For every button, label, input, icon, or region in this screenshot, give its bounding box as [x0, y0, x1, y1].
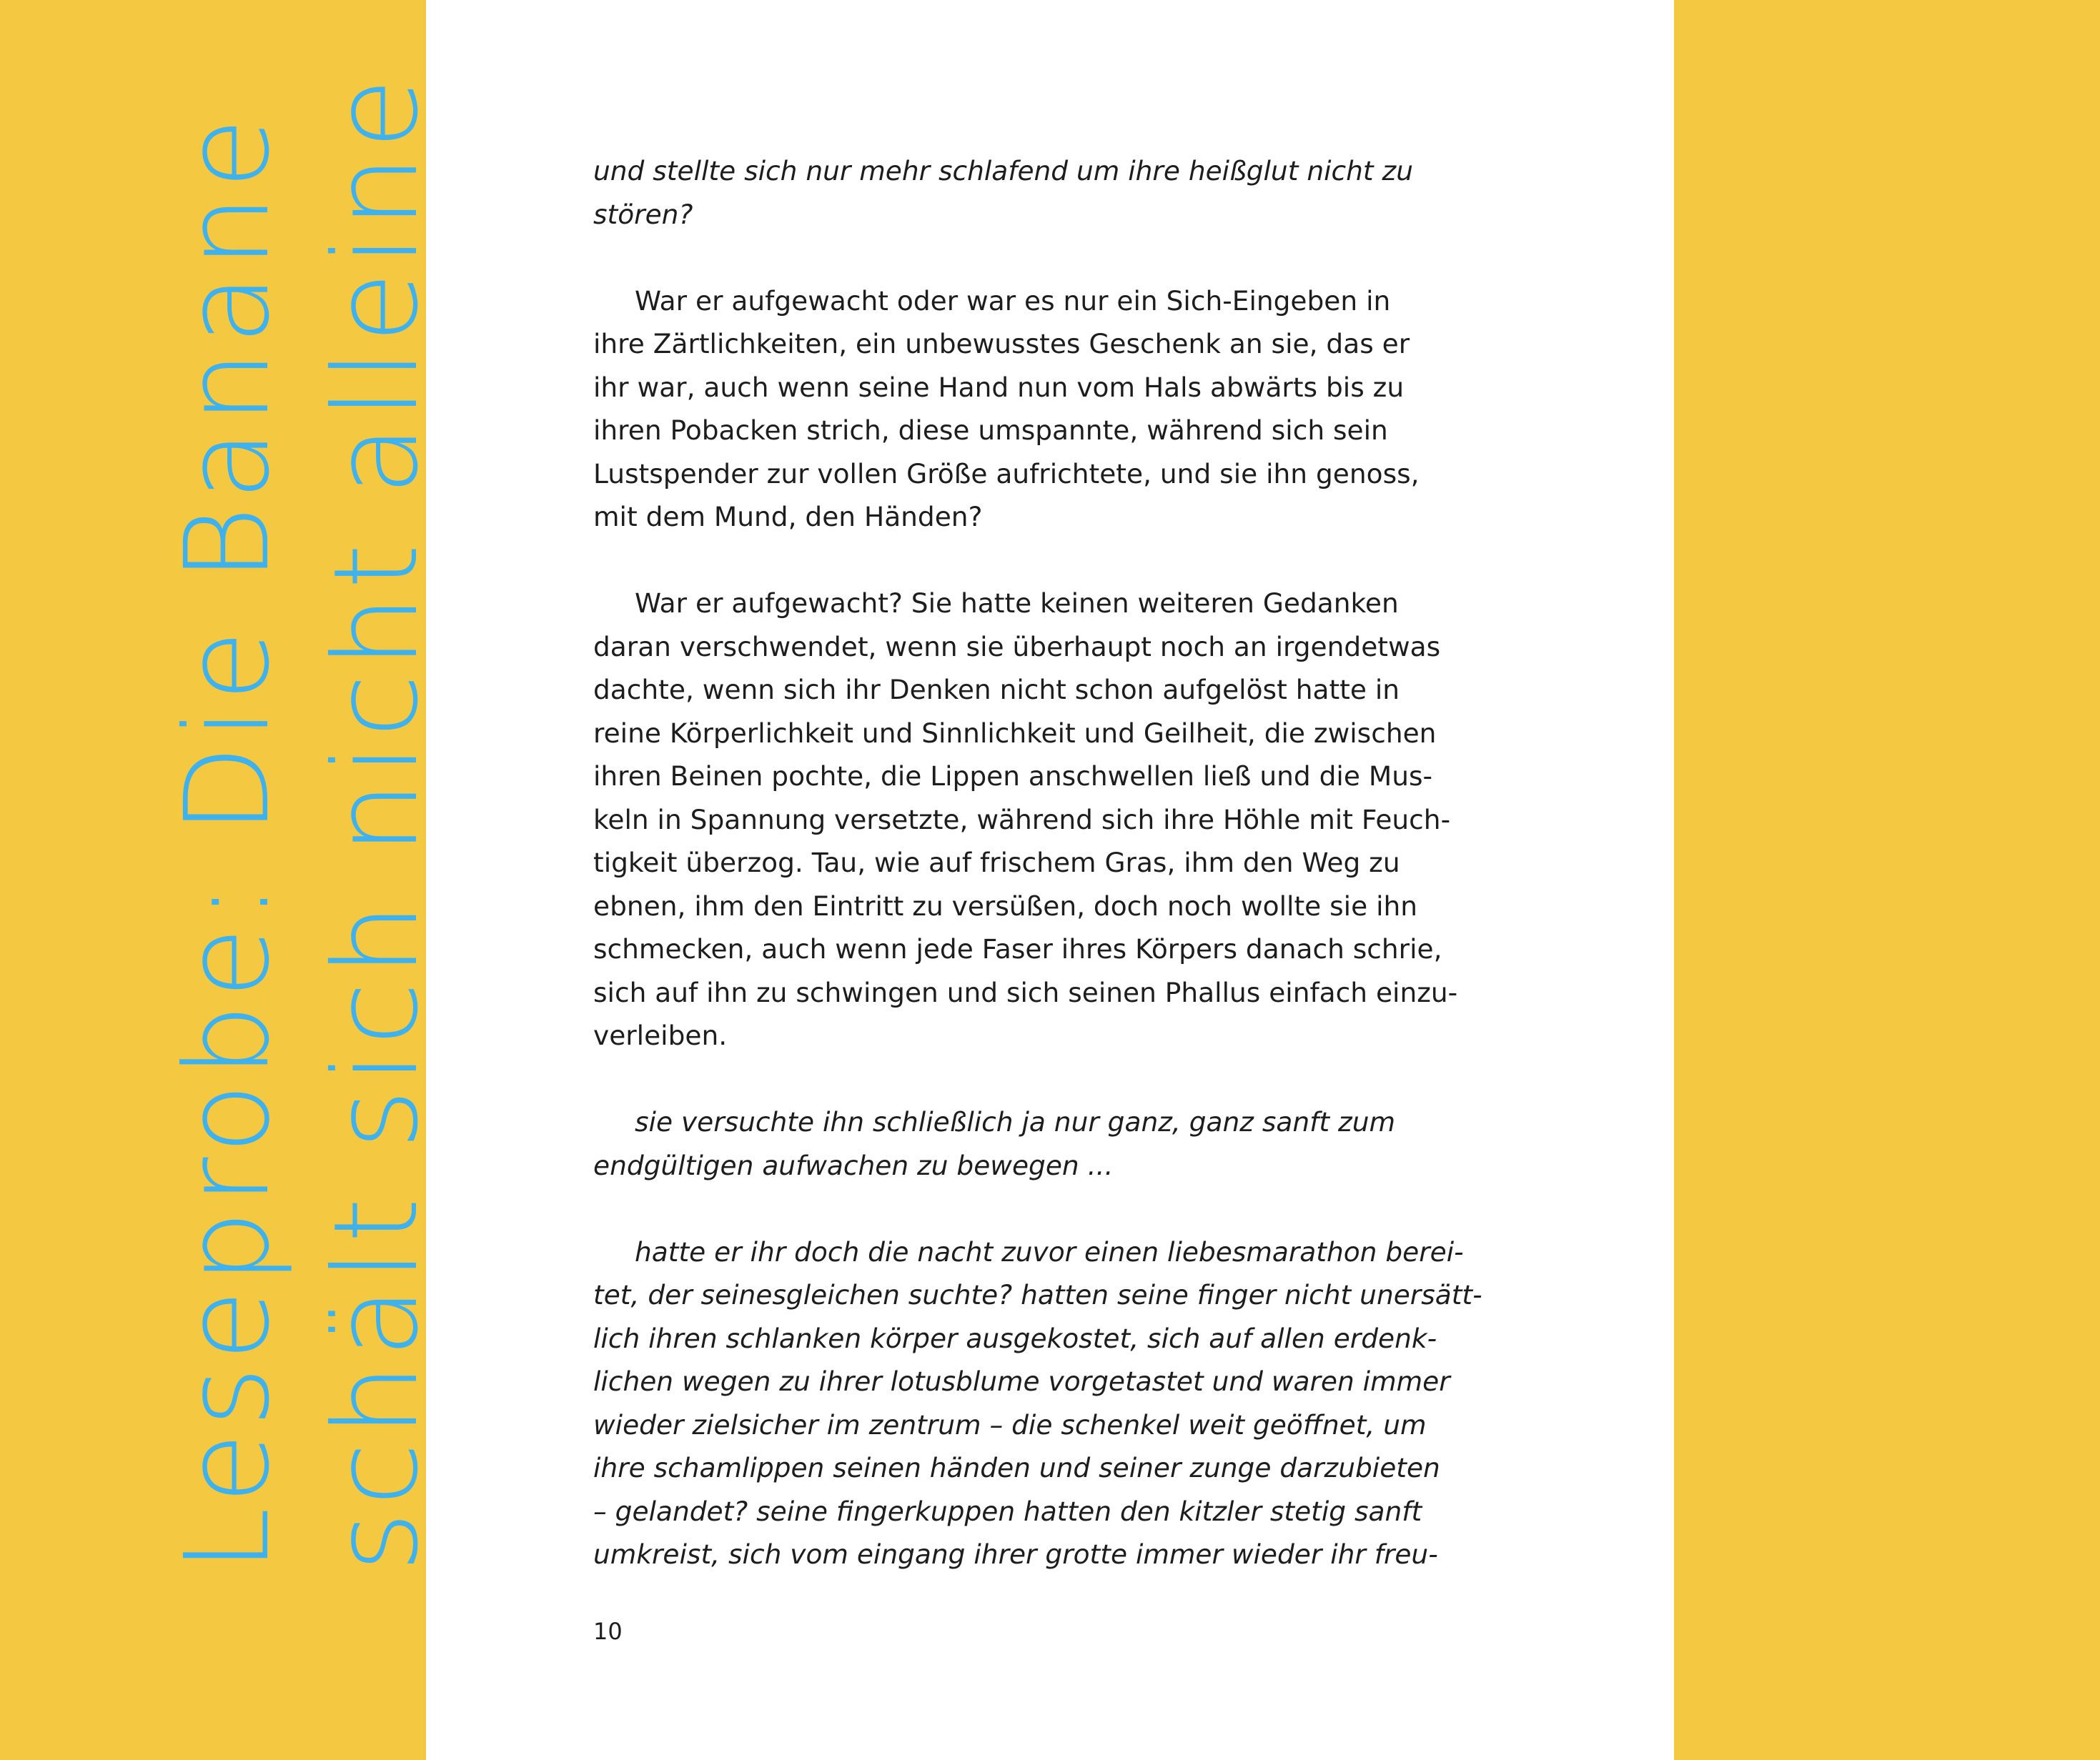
text-line: tet, der seinesgleichen suchte? hatten seine finger nicht unersätt-: [593, 1279, 1482, 1311]
text-line: ihre schamlippen seinen händen und seiner zunge darzubieten: [593, 1452, 1440, 1483]
text-line: ihren Beinen pochte, die Lippen anschwellen ließ und die Mus-: [593, 760, 1433, 792]
text-line: sich auf ihn zu schwingen und sich seinen Phallus einfach einzu-: [593, 976, 1458, 1008]
text-line: – gelandet? seine fingerkuppen hatten den kitzler stetig sanft: [593, 1495, 1422, 1527]
text-line: reine Körperlichkeit und Sinnlichkeit und Geilheit, die zwischen: [593, 717, 1437, 749]
paragraph-3: [593, 582, 1480, 1058]
text-line: lichen wegen zu ihrer lotusblume vorgetastet und waren immer: [593, 1366, 1450, 1397]
paragraph-5: [593, 1230, 1480, 1576]
text-line: sie versuchte ihn schließlich ja nur ganz, ganz sanft zum: [635, 1106, 1395, 1138]
text-line: lich ihren schlanken körper ausgekostet, sich auf allen erdenk-: [593, 1322, 1437, 1354]
page-number: 10: [593, 1618, 623, 1645]
text-line: War er aufgewacht? Sie hatte keinen weiteren Gedanken: [635, 587, 1399, 619]
text-line: ihre Zärtlichkeiten, ein unbewusstes Geschenk an sie, das er: [593, 328, 1410, 359]
paragraph-2: [593, 279, 1480, 539]
text-line: ebnen, ihm den Eintritt zu versüßen, doch noch wollte sie ihn: [593, 890, 1418, 922]
text-line: stören?: [593, 198, 693, 230]
text-line: ihr war, auch wenn seine Hand nun vom Hals abwärts bis zu: [593, 371, 1405, 403]
text-line: schmecken, auch wenn jede Faser ihres Körpers danach schrie,: [593, 933, 1442, 965]
text-line: endgültigen aufwachen zu bewegen ...: [593, 1149, 1114, 1181]
title-line-2: schält sich nicht alleine: [309, 72, 444, 1572]
right-yellow-panel: [1674, 0, 2100, 1760]
text-line: umkreist, sich vom eingang ihrer grotte immer wieder ihr freu-: [593, 1538, 1438, 1570]
text-line: War er aufgewacht oder war es nur ein Sich-Eingeben in: [635, 284, 1391, 317]
text-line: daran verschwendet, wenn sie überhaupt noch an irgendetwas: [593, 630, 1441, 662]
text-line: wieder zielsicher im zentrum – die schenkel weit geöffnet, um: [593, 1408, 1427, 1441]
paragraph-4: [593, 1100, 1480, 1187]
text-line: hatte er ihr doch die nacht zuvor einen liebesmarathon berei-: [635, 1236, 1464, 1268]
text-line: dachte, wenn sich ihr Denken nicht schon aufgelöst hatte in: [593, 674, 1400, 705]
title-line-1: Leseprobe: Die Banane: [161, 111, 295, 1572]
text-line: verleiben.: [593, 1020, 728, 1051]
text-line: mit dem Mund, den Händen?: [593, 501, 983, 532]
text-line: tigkeit überzog. Tau, wie auf frischem Gras, ihm den Weg zu: [593, 847, 1400, 878]
text-line: ihren Pobacken strich, diese umspannte, während sich sein: [593, 414, 1388, 446]
vertical-title: [154, 72, 444, 1572]
paragraph-1: [593, 149, 1480, 236]
text-line: Lustspender zur vollen Größe aufrichtete, und sie ihn genoss,: [593, 457, 1420, 489]
excerpt-text: [593, 149, 1480, 1619]
text-line: und stellte sich nur mehr schlafend um ihre heißglut nicht zu: [593, 155, 1413, 187]
text-line: keln in Spannung versetzte, während sich ihre Höhle mit Feuch-: [593, 803, 1451, 835]
